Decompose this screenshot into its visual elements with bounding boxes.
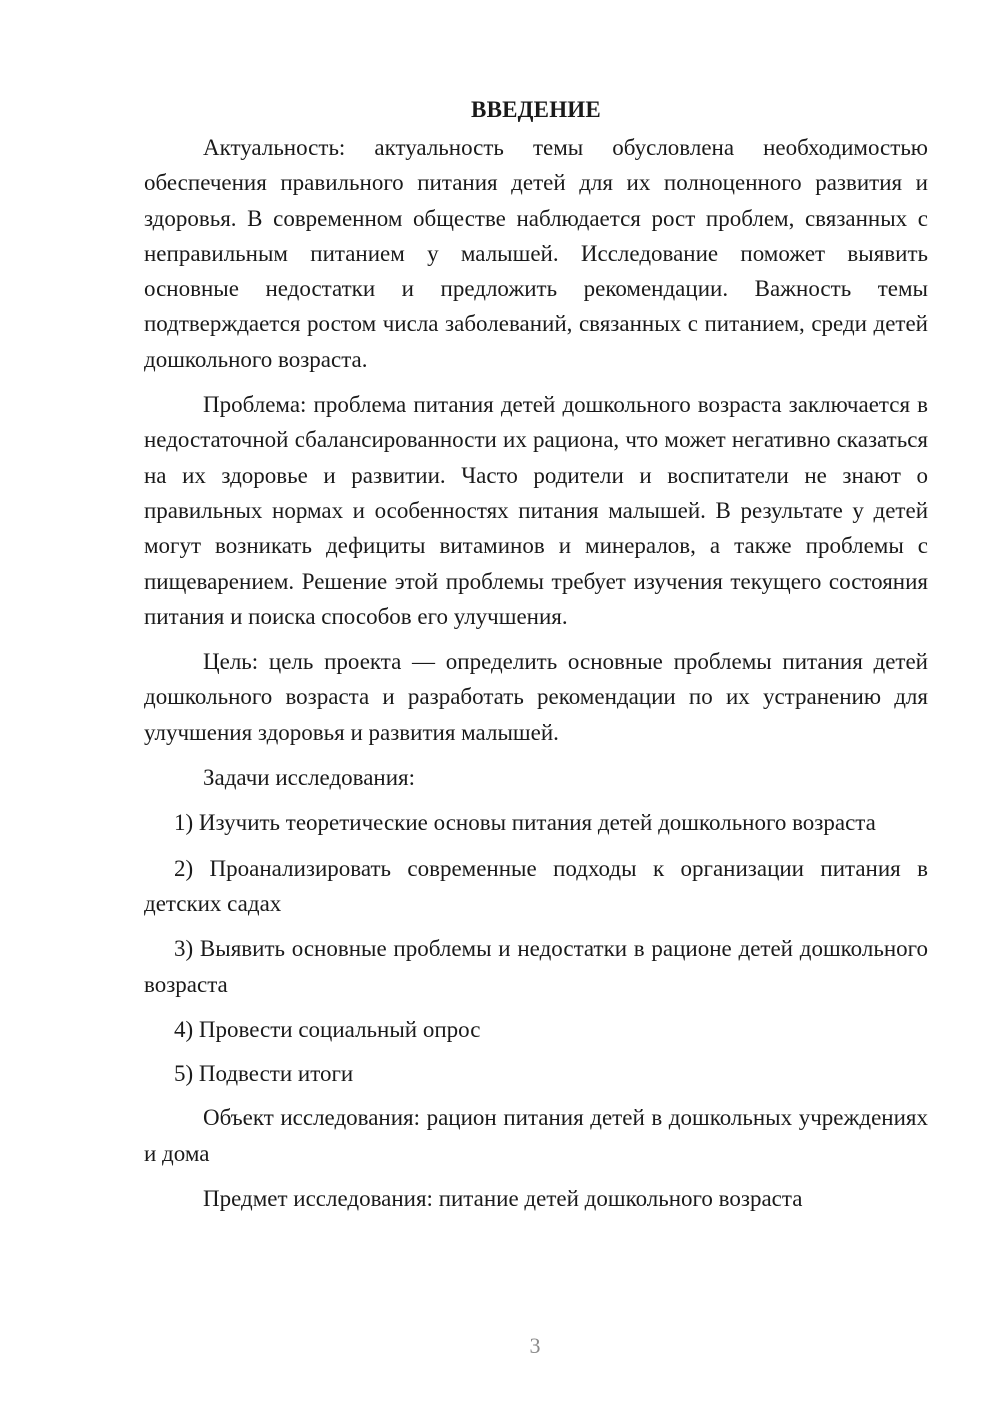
page-number: 3 (529, 1333, 541, 1358)
task-item-4: 4) Провести социальный опрос (174, 1016, 481, 1042)
task-item-2: 2) Проанализировать современные подходы к организации питания в детских садах (144, 855, 928, 916)
subject-paragraph: Предмет исследования: питание детей дошкольного возраста (203, 1186, 803, 1212)
document-page (144, 92, 928, 1226)
object-paragraph: Объект исследования: рацион питания детей в дошкольных учреждениях и дома (144, 1105, 928, 1166)
page-title: ВВЕДЕНИЕ (471, 97, 601, 122)
tasks-heading: Задачи исследования: (203, 765, 416, 791)
task-item-3: 3) Выявить основные проблемы и недостатки в рационе детей дошкольного возраста (144, 936, 928, 997)
task-item-1: 1) Изучить теоретические основы питания детей дошкольного возраста (174, 810, 876, 836)
goal-paragraph: Цель: цель проекта — определить основные проблемы питания детей дошкольного возраста и разработать рекомендации по их устранению для улучшения здоровья и развития малышей. (144, 649, 928, 745)
relevance-paragraph: Актуальность: актуальность темы обусловлена необходимостью обеспечения правильного питания детей для их полноценного развития и здоровья. В современном обществе наблюдается рост проблем, связанных с неправильным питанием у малышей. Исследование поможет выявить основные недостатки и предложить рекомендации. Важность темы подтверждается ростом числа заболеваний, связанных с питанием, среди детей дошкольного возраста. (144, 135, 928, 372)
problem-paragraph: Проблема: проблема питания детей дошкольного возраста заключается в недостаточной сбалансированности их рациона, что может негативно сказаться на их здоровье и развитии. Часто родители и воспитатели не знают о правильных нормах и особенностях питания малышей. В результате у детей могут возникать дефициты витаминов и минералов, а также проблемы с пищеварением. Решение этой проблемы требует изучения текущего состояния питания и поиска способов его улучшения. (144, 392, 928, 629)
task-item-5: 5) Подвести итоги (174, 1061, 354, 1087)
